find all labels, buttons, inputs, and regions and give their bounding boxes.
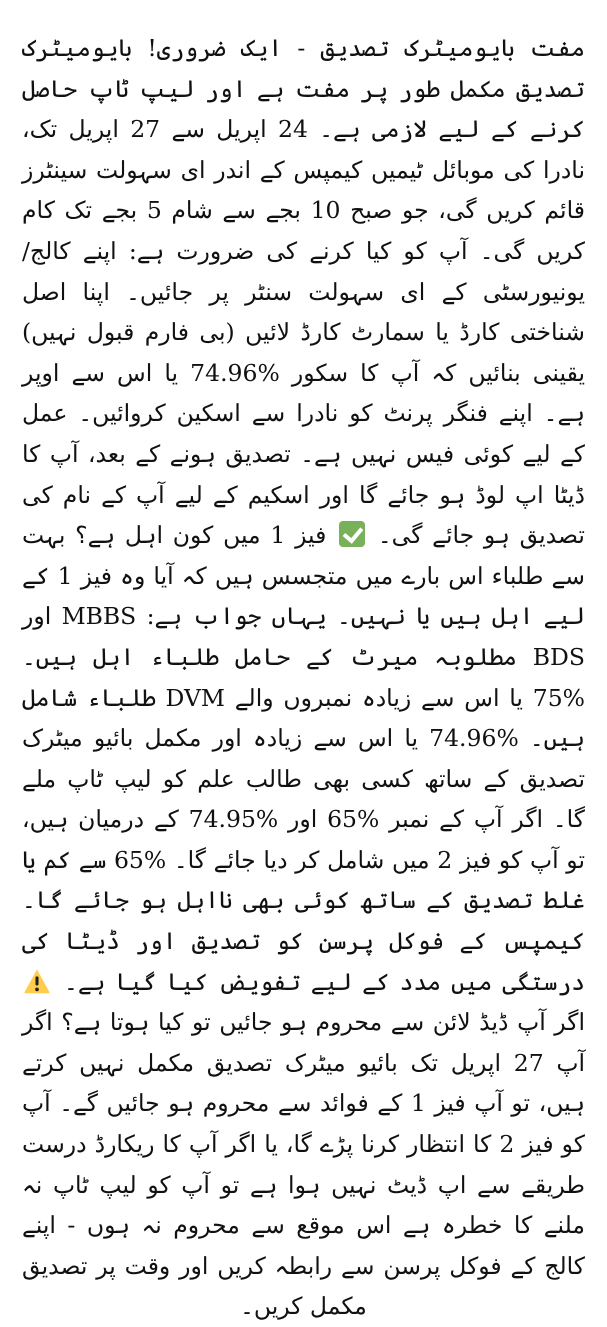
article-text	[22, 28, 585, 1327]
eligibility-section: فیز 1 میں کون اہل ہے؟ بہت سے طلباء اس بارے میں متجسس ہیں کہ آیا وہ فیز 1 کے لیے اہل ہیں یا نہیں۔ یہاں جواب ہے: MBBS اور BDS مطلوبہ میرٹ کے حامل طلباء اہل ہیں۔ %75 یا اس سے زیادہ نمبروں والے DVM طلباء شامل ہیں۔ %74.96 یا اس سے زیادہ اور مکمل بائیو میٹرک تصدیق کے ساتھ کسی بھی طالب علم کو لیپ ٹاپ ملے گا۔ اگر آپ کے نمبر %65 اور %74.95 کے درمیان ہیں، تو آپ کو فیز 2 میں شامل کر دیا جائے گا۔ %65 سے کم یا غلط تصدیق کے ساتھ کوئی بھی نااہل ہو جائے گا۔ کیمپس کے فوکل پرسن کو تصدیق اور ڈیٹا کی درستگی میں مدد کے لیے تفویض کیا گیا ہے۔	[22, 521, 586, 996]
verification-section: مفت بایومیٹرک تصدیق - ایک ضروری! بایومیٹرک تصدیق مکمل طور پر مفت ہے اور لیپ ٹاپ حاصل کرنے کے لیے لازمی ہے۔ 24 اپریل سے 27 اپریل تک، نادرا کی موبائل ٹیمیں کیمپس کے اندر ای سہولت سینٹرز قائم کریں گی، جو صبح 10 بجے سے شام 5 بجے تک کام کریں گی۔ آپ کو کیا کرنے کی ضرورت ہے: اپنے کالج/یونیورسٹی کے ای سہولت سنٹر پر جائیں۔ اپنا اصل شناختی کارڈ یا سمارٹ کارڈ لائیں (بی فارم قبول نہیں) یقینی بنائیں کہ آپ کا سکور %74.96 یا اس سے اوپر ہے۔ اپنے فنگر پرنٹ کو نادرا سے اسکین کروائیں۔ عمل کے لیے کوئی فیس نہیں ہے۔ تصدیق ہونے کے بعد، آپ کا ڈیٹا اپ لوڈ ہو جائے گا اور اسکیم کے لیے آپ کے نام کی تصدیق ہو جائے گی۔	[22, 34, 586, 550]
deadline-section: اگر آپ ڈیڈ لائن سے محروم ہو جائیں تو کیا ہوتا ہے؟ اگر آپ 27 اپریل تک بائیو میٹرک تصدیق مکمل نہیں کرتے ہیں، تو آپ فیز 1 کے فوائد سے محروم ہو جائیں گے۔ آپ کو فیز 2 کا انتظار کرنا پڑے گا، یا اگر آپ کا ریکارڈ درست طریقے سے اپ ڈیٹ نہیں ہوا ہے تو آپ کو لیپ ٹاپ نہ ملنے کا خطرہ ہے اس موقع سے محروم نہ ہوں - اپنے کالج کے فوکل پرسن سے رابطہ کریں اور وقت پر تصدیق مکمل کریں۔	[22, 1008, 586, 1321]
warning-icon	[25, 968, 51, 994]
check-mark-button-icon	[339, 521, 365, 547]
